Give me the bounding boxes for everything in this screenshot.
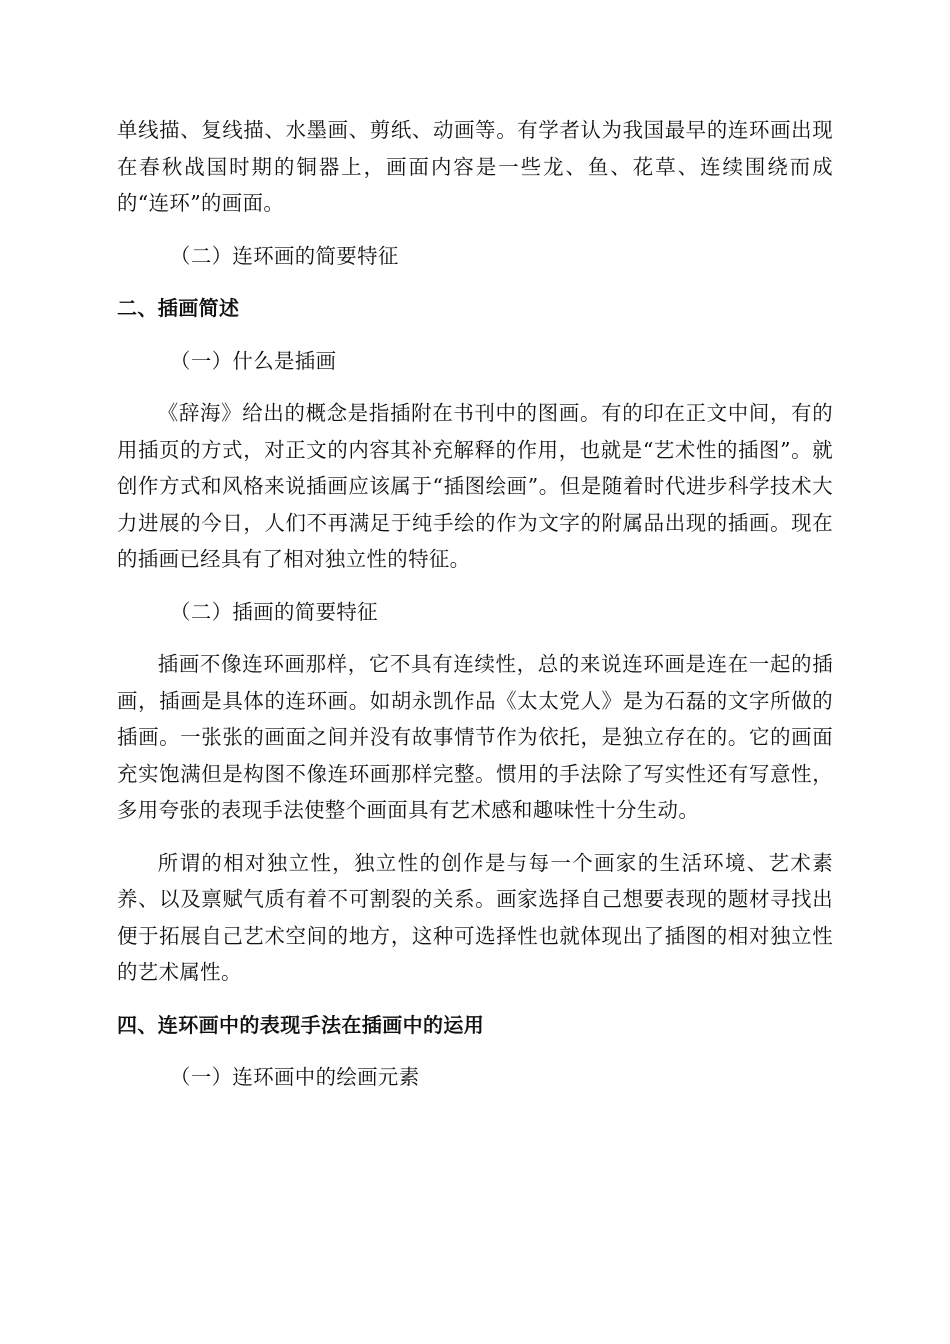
body-paragraph: 单线描、复线描、水墨画、剪纸、动画等。有学者认为我国最早的连环画出现在春秋战国时期的铜器上，画面内容是一些龙、鱼、花草、连续围绕而成的“连环”的画面。 — [117, 118, 833, 215]
section-heading: 二、插画简述 — [117, 296, 240, 320]
section-heading: 四、连环画中的表现手法在插画中的运用 — [117, 1012, 485, 1037]
body-paragraph: 插画不像连环画那样，它不具有连续性，总的来说连环画是连在一起的插画，插画是具体的连环画。如胡永凯作品《太太党人》是为石磊的文字所做的插画。一张张的画面之间并没有故事情节作为依托，是独立存在的。它的画面充实饱满但是构图不像连环画那样完整。惯用的手法除了写实性还有写意性，多用夸张的表现手法使整个画面具有艺术感和趣味性十分生动。 — [117, 652, 833, 822]
document-page — [117, 112, 833, 1096]
section-subheading: （二）插画的简要特征 — [170, 599, 378, 624]
section-subheading: （一）什么是插画 — [170, 348, 337, 373]
body-paragraph: 《辞海》给出的概念是指插附在书刊中的图画。有的印在正文中间，有的用插页的方式，对正文的内容其补充解释的作用，也就是“艺术性的插图”。就创作方式和风格来说插画应该属于“插图绘画”。但是随着时代进步科学技术大力进展的今日，人们不再满足于纯手绘的作为文字的附属品出现的插画。现在的插画已经具有了相对独立性的特征。 — [117, 401, 833, 571]
section-subheading: （二）连环画的简要特征 — [170, 243, 399, 268]
section-subheading: （一）连环画中的绘画元素 — [170, 1065, 420, 1089]
body-paragraph: 所谓的相对独立性，独立性的创作是与每一个画家的生活环境、艺术素养、以及禀赋气质有着不可割裂的关系。画家选择自己想要表现的题材寻找出便于拓展自己艺术空间的地方，这种可选择性也就体现出了插图的相对独立性的艺术属性。 — [117, 850, 833, 984]
